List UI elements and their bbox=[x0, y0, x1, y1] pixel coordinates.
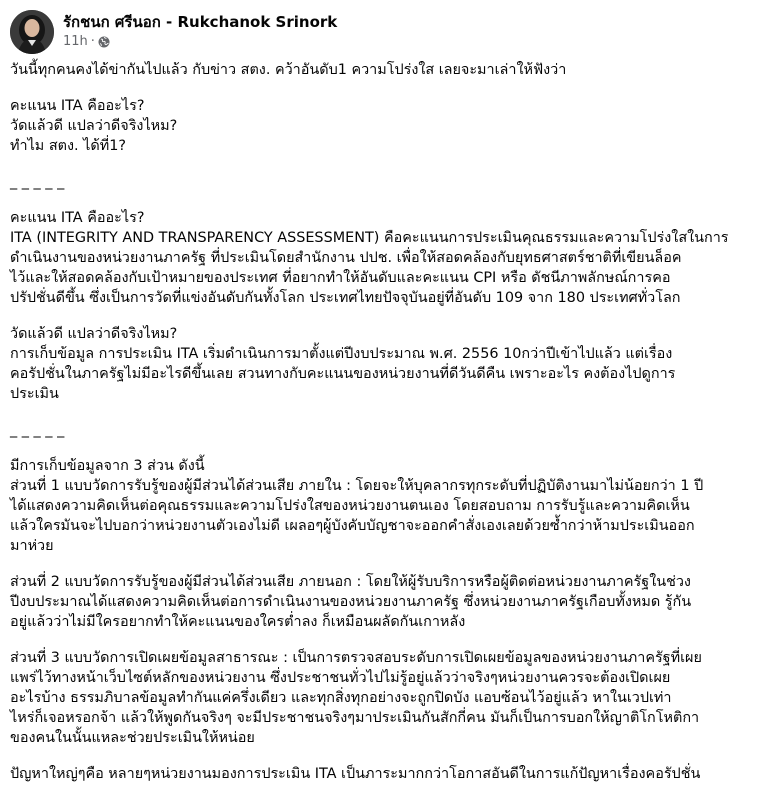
avatar-image bbox=[10, 10, 54, 54]
post-text-line: ประเมิน bbox=[10, 386, 59, 402]
post-paragraph bbox=[10, 172, 756, 192]
post-text-line: วันนี้ทุกคนคงได้ข่ากันไปแล้ว กับข่าว สตง. คว้าอันดับ1 ความโปร่งใส เลยจะมาเล่าให้ฟังว่า bbox=[10, 62, 567, 78]
post-text-line: แพร่ไว้ทางหน้าเว็บไซต์หลักของหน่วยงาน ซึ่งประชาชนทั่วไปไม่รู้อยู่แล้วว่าจริงๆหน่วยงานควรจะต้องเปิดเผย bbox=[10, 670, 671, 686]
post-text-line: ดำเนินงานของหน่วยงานภาครัฐ ที่ประเมินโดยสำนักงาน ปปช. เพื่อให้สอดคล้องกับยุทธศาสตร์ชาติที่เขียนล็อค bbox=[10, 250, 682, 266]
post-text-line: ปีงบประมาณได้แสดงความคิดเห็นต่อการดำเนินงานของหน่วยงานภาครัฐ ซึ่งหน่วยงานภาครัฐเกือบทั้งหมด รู้กัน bbox=[10, 594, 692, 610]
post-header bbox=[10, 10, 337, 54]
post-text-line: ITA (INTEGRITY AND TRANSPARENCY ASSESSMENT) คือคะแนนการประเมินคุณธรรมและความโปร่งใสในการ bbox=[10, 230, 729, 246]
post-text-line: แล้วใครมันจะไปบอกว่าหน่วยงานตัวเองไม่ดี เผลอๆผู้บังคับบัญชาจะออกคำสั่งเองเลยด้วยซ้ำกว่าห้ามประเมินออก bbox=[10, 518, 695, 534]
post-text-line: วัดแล้วดี แปลว่าดีจริงไหม? bbox=[10, 118, 178, 134]
post-text-line: คะแนน ITA คืออะไร? bbox=[10, 98, 145, 114]
post-text-line: ส่วนที่ 2 แบบวัดการรับรู้ของผู้มีส่วนได้ส่วนเสีย ภายนอก : โดยให้ผู้รับบริการหรือผู้ติดต่อหน่วยงานภาครัฐในช่วง bbox=[10, 574, 691, 590]
post-paragraph bbox=[10, 648, 756, 748]
post-text-line: มีการเก็บข้อมูลจาก 3 ส่วน ดังนี้ bbox=[10, 458, 205, 474]
post-paragraph bbox=[10, 456, 756, 556]
post-text-line: _ _ _ _ _ bbox=[10, 174, 65, 190]
post-text-line: การเก็บข้อมูล การประเมิน ITA เริ่มดำเนินการมาตั้งแต่ปีงบประมาณ พ.ศ. 2556 10กว่าปีเข้าไปแล้ว แต่เรื่อง bbox=[10, 346, 673, 362]
post-paragraph bbox=[10, 420, 756, 440]
post-text-line: ของคนในนั้นแหละช่วยประเมินให้หน่อย bbox=[10, 730, 255, 746]
post-paragraph bbox=[10, 572, 756, 632]
post-paragraph bbox=[10, 60, 756, 80]
post-text-line: ปัญหาใหญ่ๆคือ หลายๆหน่วยงานมองการประเมิน ITA เป็นภาระมากกว่าโอกาสอันดีในการแก้ปัญหาเรื่องคอรัปชั่น bbox=[10, 766, 701, 782]
post-text-line: ปรัปชั่นดีขึ้น ซึ่งเป็นการวัดที่แข่งอันดับกันทั้งโลก ประเทศไทยปัจจุบันอยู่ที่อันดับ 109 จาก 180 ประเทศทั่วโลก bbox=[10, 290, 681, 306]
separator-dot: · bbox=[90, 34, 95, 49]
post-text-line: วัดแล้วดี แปลว่าดีจริงไหม? bbox=[10, 326, 178, 342]
post-text-line: ได้แสดงความคิดเห็นต่อคุณธรรมและความโปร่งใสของหน่วยงานตนเอง โดยสอบถาม การรับรู้และความคิดเห็น bbox=[10, 498, 690, 514]
post-text-line: ไหร่ก็เจอหรอกจ้า แล้วให้พูดกันจริงๆ จะมีประชาชนจริงๆมาประเมินกันสักกี่คน มันก็เป็นการบอกให้ญาติโกโหติกา bbox=[10, 710, 700, 726]
post-text-line: ไว้และให้สอดคล้องกับเป้าหมายของประเทศ ที่อยากทำให้อันดับและคะแนน CPI หรือ ดัชนีภาพลักษณ์การคอ bbox=[10, 270, 671, 286]
post-text-line: คะแนน ITA คืออะไร? bbox=[10, 210, 145, 226]
post-text-line: _ _ _ _ _ bbox=[10, 422, 65, 438]
post-paragraph bbox=[10, 208, 756, 308]
post-text-line: อะไรบ้าง ธรรมภิบาลข้อมูลทำกันแค่ครึ่งเดียว และทุกสิ่งทุกอย่างจะถูกปิดบัง แอบซ้อนไว้อยู่แล้ว หาในเวปเท่า bbox=[10, 690, 672, 706]
post-paragraph bbox=[10, 324, 756, 404]
post-meta bbox=[63, 12, 337, 51]
post-text-line: คอรัปชั่นในภาครัฐไม่มีอะไรดีขึ้นเลย สวนทางกับคะแนนของหน่วยงานที่ดีวันดีคืน เพราะอะไร คงต้องไปดูการ bbox=[10, 366, 676, 382]
post-text bbox=[10, 60, 756, 800]
post-text-line: ส่วนที่ 3 แบบวัดการเปิดเผยข้อมูลสาธารณะ : เป็นการตรวจสอบระดับการเปิดเผยข้อมูลของหน่วยงานภาครัฐที่เผย bbox=[10, 650, 702, 666]
post-text-line: มาห่วย bbox=[10, 538, 54, 554]
globe-icon[interactable] bbox=[98, 36, 110, 48]
post-text-line: ส่วนที่ 1 แบบวัดการรับรู้ของผู้มีส่วนได้ส่วนเสีย ภายใน : โดยจะให้บุคลากรทุกระดับที่ปฏิบัติงานมาไม่น้อยกว่า 1 ปี bbox=[10, 478, 704, 494]
post-paragraph bbox=[10, 764, 756, 784]
post-text-line: อยู่แล้วว่าไม่มีใครอยากทำให้คะแนนของใครต่ำลง ก็เหมือนผลัดกันเกาหลัง bbox=[10, 614, 466, 630]
post-timestamp[interactable]: 11h bbox=[63, 34, 88, 49]
avatar[interactable] bbox=[10, 10, 54, 54]
post-text-line: ทำไม สตง. ได้ที่1? bbox=[10, 138, 127, 154]
post-paragraph bbox=[10, 96, 756, 156]
post-subline bbox=[63, 33, 337, 51]
author-name[interactable]: รักชนก ศรีนอก - Rukchanok Srinork bbox=[63, 13, 338, 31]
